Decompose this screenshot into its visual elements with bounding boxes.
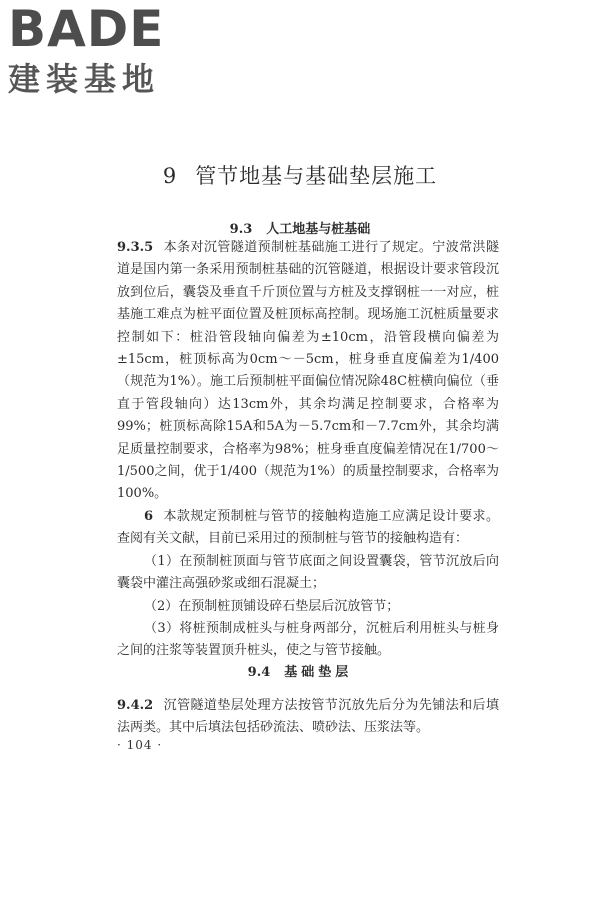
- clause-9-3-5: [117, 237, 499, 506]
- list-item: （3）将桩预制成桩头与桩身两部分，沉桩后利用桩头与桩身之间的注浆等装置顶升桩头，使之与管节接触。: [117, 620, 499, 659]
- list-item: （2）在预制桩顶铺设碎石垫层后沉放管节；: [144, 598, 400, 614]
- clause-6: [117, 506, 499, 551]
- chapter-title: [0, 160, 600, 190]
- chapter-title-text: 管节地基与基础垫层施工: [195, 164, 438, 188]
- clause-text: 本条对沉管隧道预制桩基础施工进行了规定。宁波常洪隧道是国内第一条采用预制桩基础的沉管隧道，根据设计要求管段沉放到位后，囊袋及垂直千斤顶位置与方桩及支撑钢桩一一对应，桩基施工难点为桩平面位置及桩顶标高控制。现场施工沉桩质量要求控制如下：桩沿管段轴向偏差为±10cm，沿管段横向偏差为±15cm，桩顶标高为0cm～－5cm，桩身垂直度偏差为1/400（规范为1%）。施工后预制桩平面偏位情况除48C桩横向偏位（垂直于管段轴向）达13cm外，其余均满足控制要求，合格率为99%；桩顶标高除15A和5A为－5.7cm和－7.7cm外，其余均满足质量控制要求，合格率为98%；桩身垂直度偏差情况在1/700～1/500之间，优于1/400（规范为1%）的质量控制要求，合格率为100%。: [117, 240, 499, 502]
- section-title-text: 基础垫层: [284, 665, 353, 680]
- logo-subtitle: 建装基地: [8, 60, 161, 98]
- section-title-9-3: [0, 218, 600, 237]
- brand-logo: [8, 0, 183, 100]
- clause-number: 6: [144, 508, 154, 524]
- clause-number: 9.4.2: [117, 698, 154, 713]
- clause-9-4-2: [117, 695, 499, 740]
- clause-text: 本款规定预制桩与管节的接触构造施工应满足设计要求。查阅有关文献，目前已采用过的预制桩与管节的接触构造有：: [117, 508, 499, 547]
- logo-wordmark: BADE: [8, 0, 165, 58]
- clause-block-9-4: [117, 695, 499, 740]
- clause-block-9-3: [117, 237, 499, 663]
- section-title-9-4: [0, 661, 600, 680]
- section-title-text: 人工地基与桩基础: [266, 222, 371, 237]
- section-number: 9.3: [229, 222, 253, 237]
- clause-number: 9.3.5: [117, 240, 154, 255]
- section-number: 9.4: [247, 665, 271, 680]
- list-item: （1）在预制桩顶面与管节底面之间设置囊袋，管节沉放后向囊袋中灌注高强砂浆或细石混凝土；: [117, 553, 499, 592]
- clause-text: 沉管隧道垫层处理方法按管节沉放先后分为先铺法和后填法两类。其中后填法包括砂流法、喷砂法、压浆法等。: [117, 698, 499, 736]
- page-number: · 104 ·: [117, 738, 163, 752]
- chapter-number: 9: [162, 164, 178, 188]
